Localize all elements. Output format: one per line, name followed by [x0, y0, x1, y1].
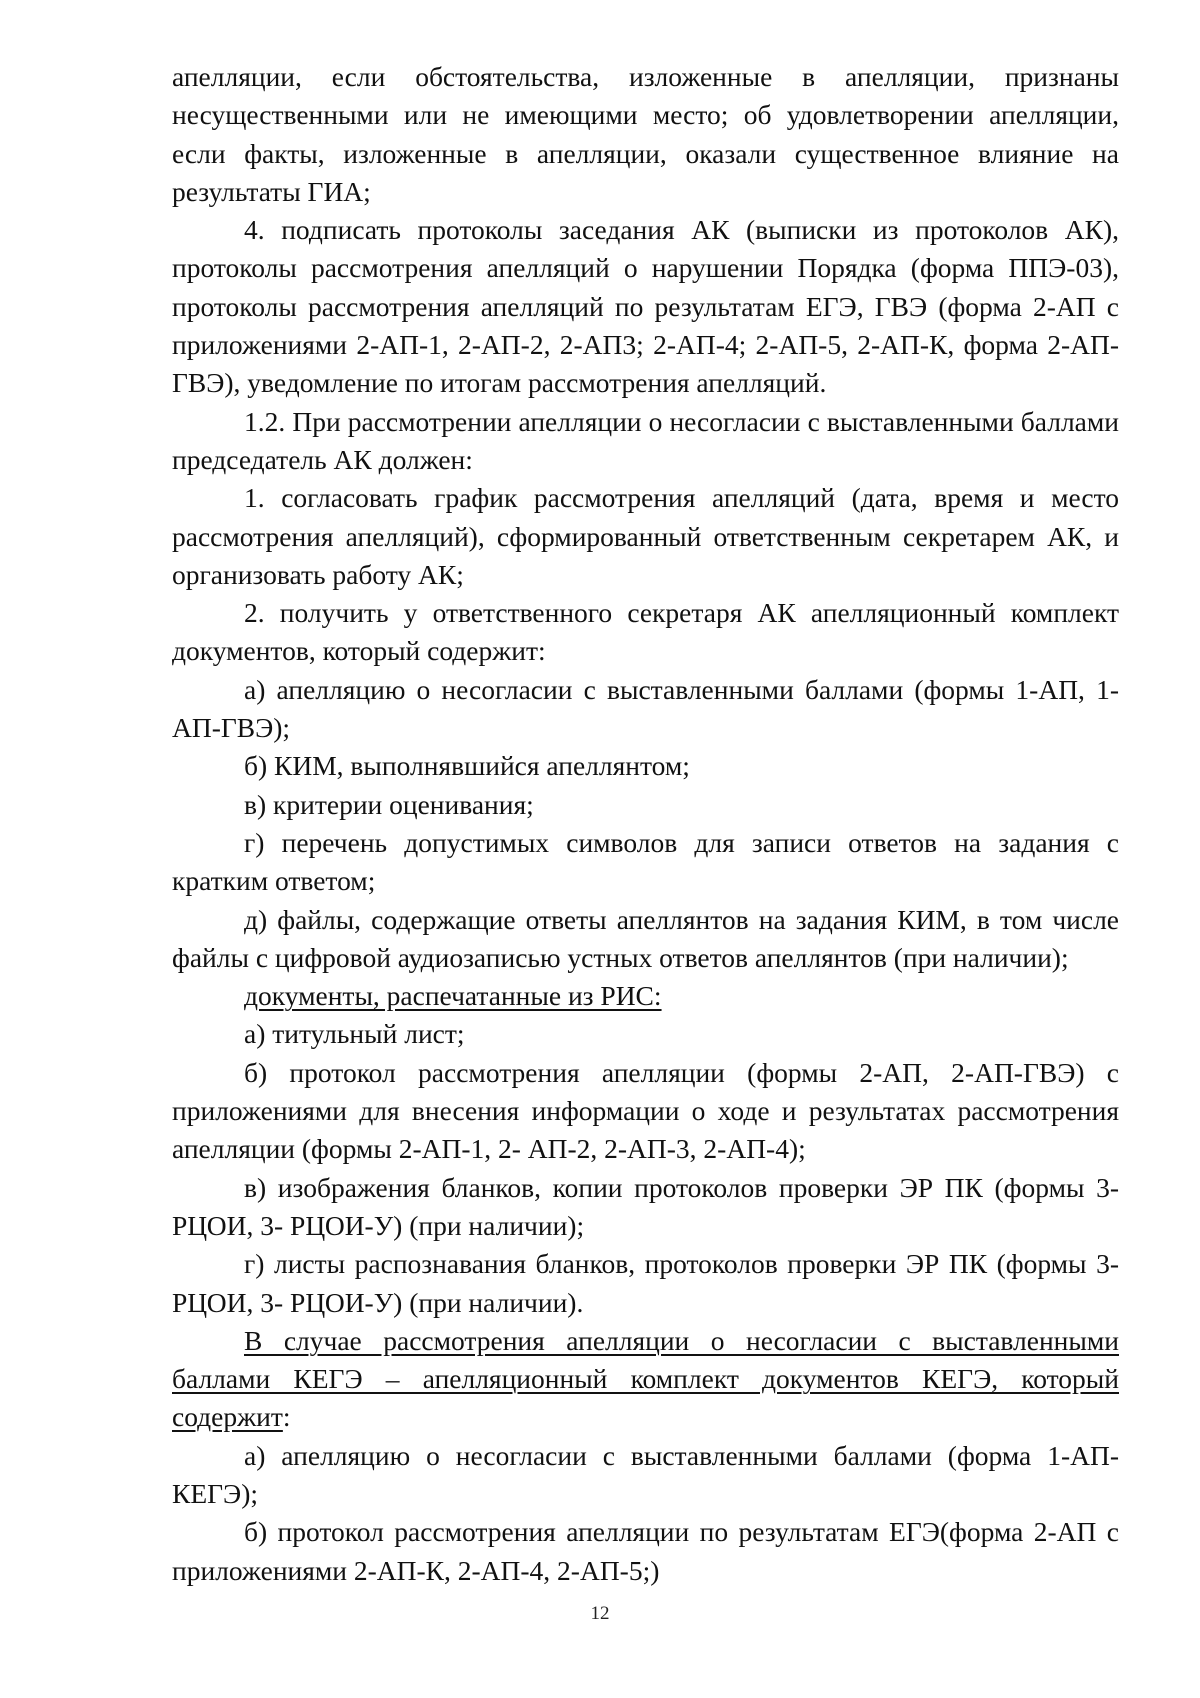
- paragraph-item-1: 1. согласовать график рассмотрения апелляций (дата, время и место рассмотрения апелляций), сформированный ответственным секретарем АК, и организовать работу АК;: [172, 482, 1119, 590]
- underlined-heading-ris: документы, распечатанные из РИС:: [244, 980, 662, 1012]
- underlined-heading-kege: В случае рассмотрения апелляции о несогласии с выставленными баллами КЕГЭ – апелляционный комплект документов КЕГЭ, который содержит: [172, 1324, 1119, 1433]
- paragraph-item-4: 4. подписать протоколы заседания АК (выписки из протоколов АК), протоколы рассмотрения апелляций о нарушении Порядка (форма ППЭ-03), протоколы рассмотрения апелляций по результатам ЕГЭ, ГВЭ (форма 2-АП с приложениями 2-АП-1, 2-АП-2, 2-АП3; 2-АП-4; 2-АП-5, 2-АП-К, форма 2-АП-ГВЭ), уведомление по итогам рассмотрения апелляций.: [172, 214, 1119, 399]
- paragraph-sub-b: б) КИМ, выполнявшийся апеллянтом;: [244, 750, 690, 782]
- paragraph-ris-documents-heading: [172, 977, 1119, 1015]
- paragraph-section-1-2: 1.2. При рассмотрении апелляции о несогласии с выставленными баллами председатель АК должен:: [172, 405, 1119, 475]
- paragraph-ris-b: б) протокол рассмотрения апелляции (формы 2-АП, 2-АП-ГВЭ) с приложениями для внесения информации о ходе и результатах рассмотрения апелляции (формы 2-АП-1, 2- АП-2, 2-АП-3, 2-АП-4);: [172, 1056, 1119, 1165]
- paragraph-sub-v: в) критерии оценивания;: [244, 788, 534, 820]
- paragraph-sub-d: д) файлы, содержащие ответы апеллянтов на задания КИМ, в том числе файлы с цифровой аудиозаписью устных ответов апеллянтов (при наличии);: [172, 903, 1119, 973]
- paragraph-kege-a: а) апелляцию о несогласии с выставленными баллами (форма 1-АП-КЕГЭ);: [172, 1439, 1119, 1509]
- page-number: 12: [590, 1603, 610, 1624]
- paragraph-sub-g: г) перечень допустимых символов для записи ответов на задания с кратким ответом;: [172, 826, 1119, 897]
- paragraph-kege-heading: [172, 1322, 1119, 1437]
- paragraph-kege-b: б) протокол рассмотрения апелляции по результатам ЕГЭ(форма 2-АП с приложениями 2-АП-К, 2-АП-4, 2-АП-5;): [172, 1516, 1119, 1586]
- kege-heading-colon: :: [282, 1401, 291, 1433]
- paragraph-continuation: апелляции, если обстоятельства, изложенные в апелляции, признаны несущественными или не имеющими место; об удовлетворении апелляции, если факты, изложенные в апелляции, оказали существенное влияние на результаты ГИА;: [172, 61, 1119, 207]
- paragraph-item-2: 2. получить у ответственного секретаря АК апелляционный комплект документов, который содержит:: [172, 597, 1119, 667]
- document-body: [172, 58, 1119, 1590]
- paragraph-ris-g: г) листы распознавания бланков, протоколов проверки ЭР ПК (формы 3-РЦОИ, 3- РЦОИ-У) (при наличии).: [172, 1248, 1119, 1318]
- paragraph-ris-a: а) титульный лист;: [244, 1018, 465, 1050]
- paragraph-sub-a: а) апелляцию о несогласии с выставленными баллами (формы 1-АП, 1-АП-ГВЭ);: [172, 673, 1119, 744]
- paragraph-ris-v: в) изображения бланков, копии протоколов проверки ЭР ПК (формы 3-РЦОИ, 3- РЦОИ-У) (при наличии);: [172, 1171, 1119, 1241]
